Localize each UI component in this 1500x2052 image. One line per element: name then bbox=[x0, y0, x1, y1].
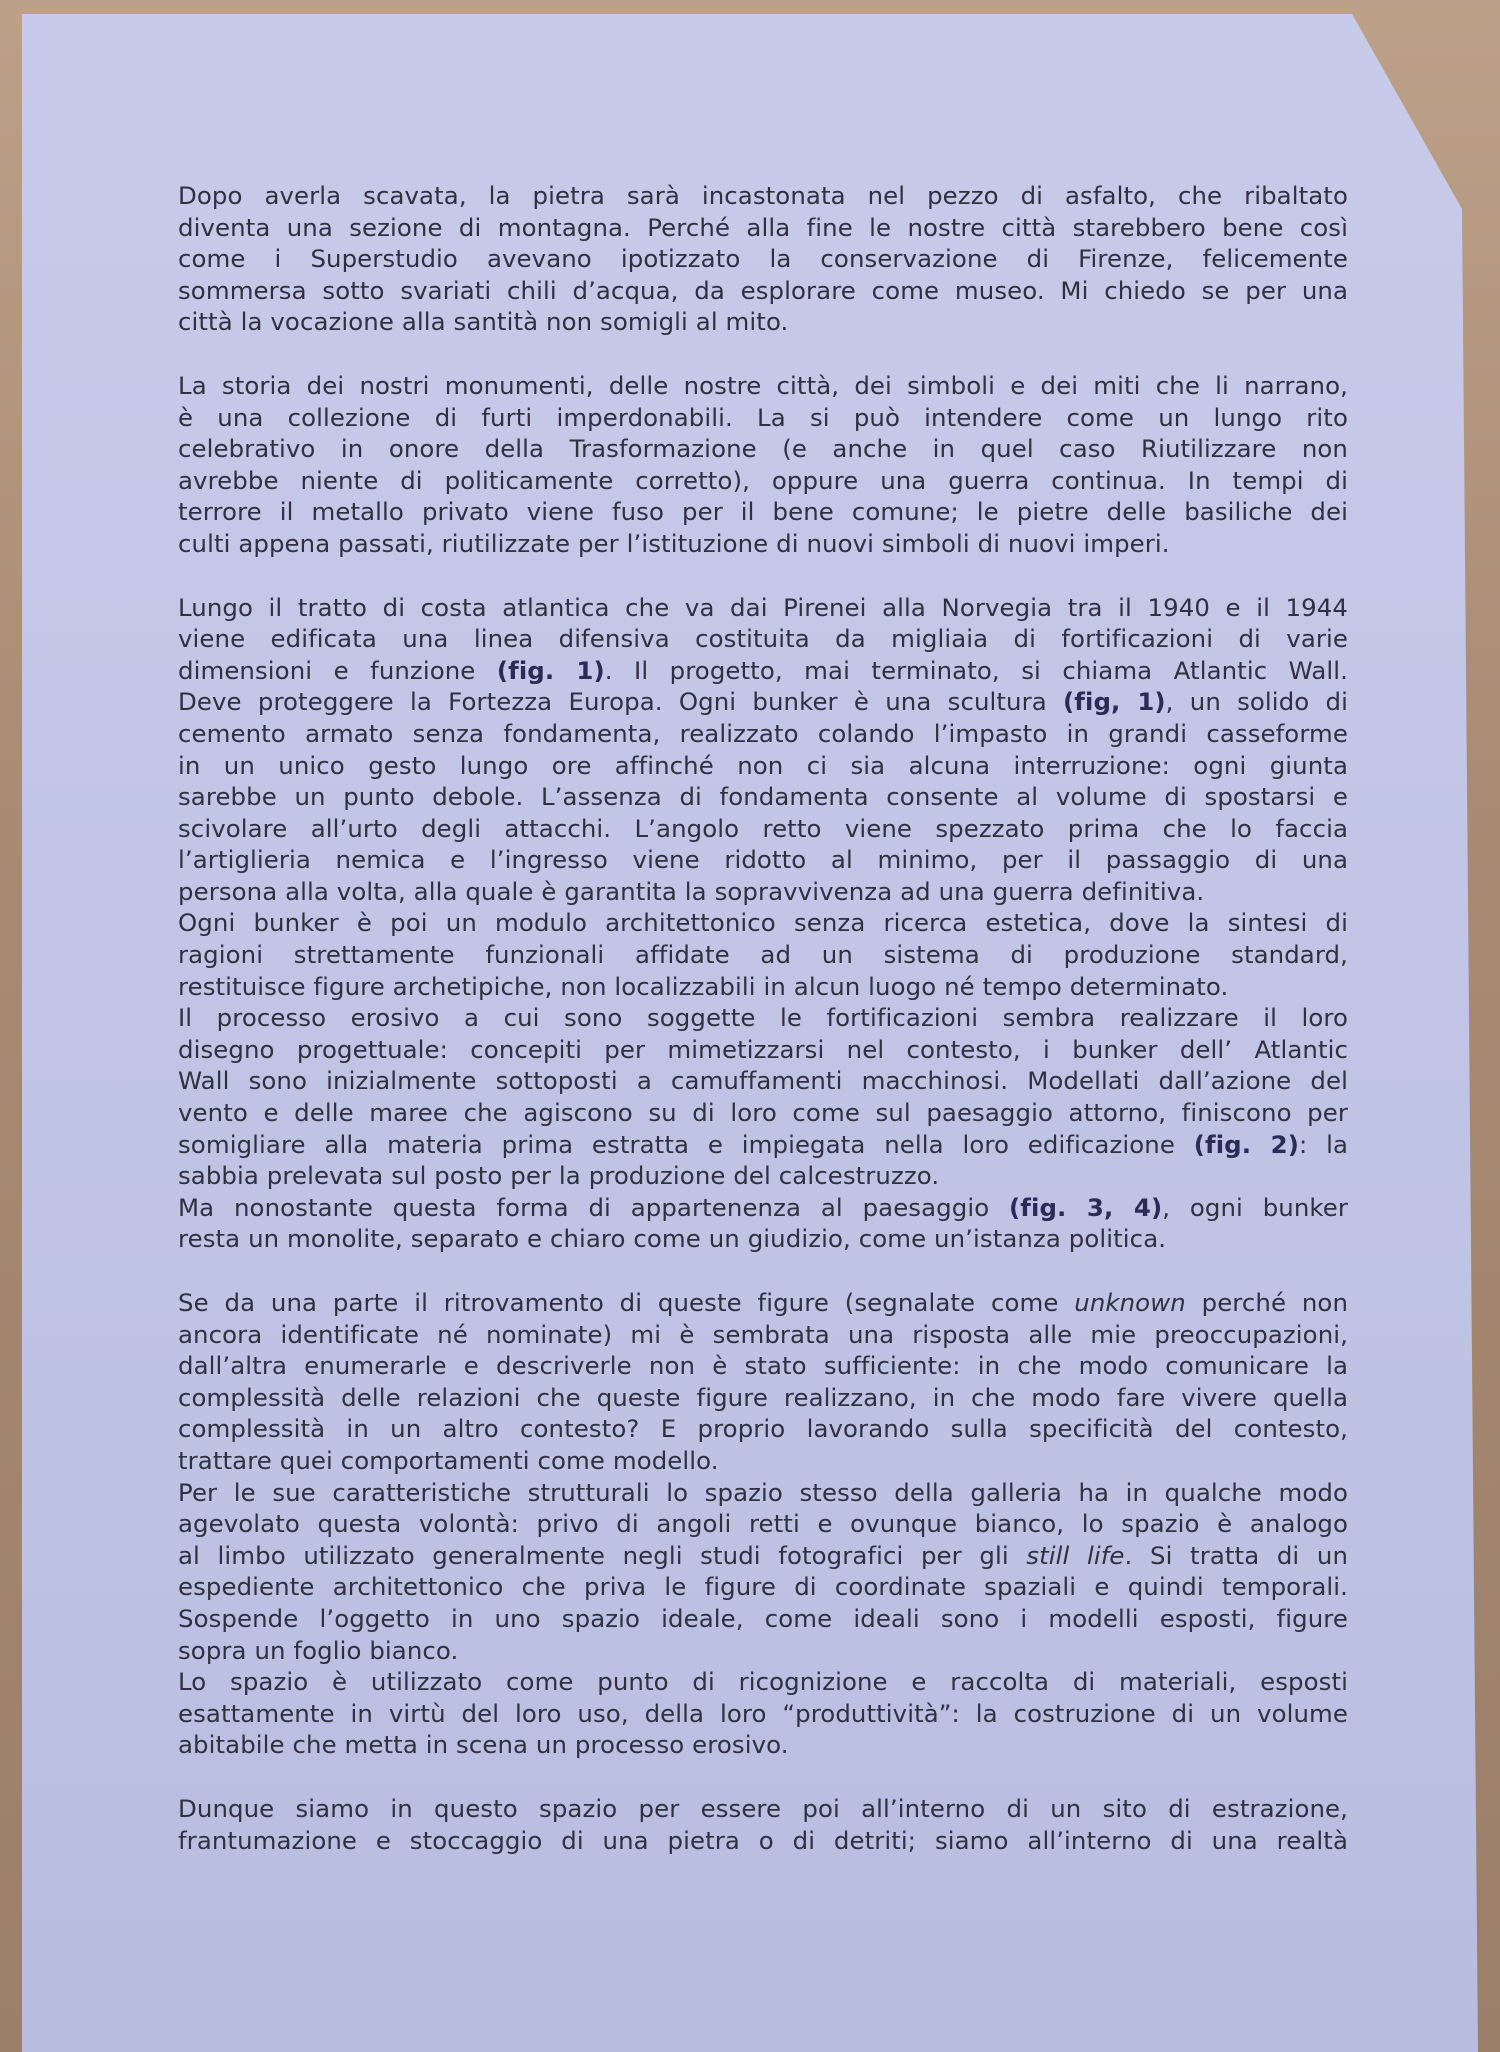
text-line: sopra un foglio bianco. bbox=[178, 1635, 459, 1665]
paragraph-1 bbox=[178, 180, 1348, 338]
text-line: Dunque siamo in questo spazio per essere poi all’interno di un sito di estrazione, bbox=[178, 1793, 1348, 1823]
text-line: restituisce figure archetipiche, non localizzabili in alcun luogo né tempo determinato. bbox=[178, 971, 1229, 1001]
text-line: Lo spazio è utilizzato come punto di ricognizione e raccolta di materiali, esposti bbox=[178, 1667, 1348, 1697]
figure-reference: (fig. 1) bbox=[496, 655, 605, 685]
text-line: culti appena passati, riutilizzate per l’istituzione di nuovi simboli di nuovi imperi. bbox=[178, 528, 1170, 558]
text-line: Sospende l’oggetto in uno spazio ideale, come ideali sono i modelli esposti, figure bbox=[178, 1603, 1348, 1633]
text-line: viene edificata una linea difensiva costituita da migliaia di fortificazioni di varie bbox=[178, 624, 1348, 654]
text-line: Dopo averla scavata, la pietra sarà incastonata nel pezzo di asfalto, che ribaltato bbox=[178, 181, 1348, 210]
text-line: trattare quei comportamenti come modello. bbox=[178, 1445, 719, 1475]
text-line: dall’altra enumerarle e descriverle non è stato sufficiente: in che modo comunicare la bbox=[178, 1351, 1348, 1381]
text-line: esattamente in virtù del loro uso, della loro “produttività”: la costruzione di un volume bbox=[178, 1698, 1348, 1728]
text-line: terrore il metallo privato viene fuso per il bene comune; le pietre delle basiliche dei bbox=[178, 497, 1348, 527]
text-segment: Ma nonostante questa forma di appartenenza al paesaggio bbox=[178, 1192, 990, 1222]
text-line: complessità delle relazioni che queste figure realizzano, in che modo fare vivere quella bbox=[178, 1382, 1348, 1412]
figure-reference: (fig. 2) bbox=[1193, 1129, 1299, 1159]
text-segment: : la bbox=[1298, 1129, 1348, 1159]
text-segment: . Si tratta di un bbox=[1124, 1540, 1349, 1570]
paragraph-2 bbox=[178, 370, 1348, 560]
paragraph-5 bbox=[178, 1793, 1348, 1856]
text-segment: al limbo utilizzato generalmente negli studi fotografici per gli bbox=[178, 1540, 1009, 1570]
paragraph-gap bbox=[178, 338, 1348, 370]
text-line: agevolato questa volontà: privo di angoli retti e ovunque bianco, lo spazio è analogo bbox=[178, 1509, 1348, 1539]
text-line bbox=[178, 1540, 1348, 1572]
text-line: sabbia prelevata sul posto per la produzione del calcestruzzo. bbox=[178, 1161, 940, 1191]
text-line: diventa una sezione di montagna. Perché alla fine le nostre città starebbero bene così bbox=[178, 212, 1348, 242]
text-line: Il processo erosivo a cui sono soggette le fortificazioni sembra realizzare il loro bbox=[178, 1003, 1348, 1033]
text-line: cemento armato senza fondamenta, realizzato colando l’impasto in grandi casseforme bbox=[178, 718, 1348, 748]
document-body bbox=[178, 180, 1348, 1856]
text-line: celebrativo in onore della Trasformazione (e anche in quel caso Riutilizzare non bbox=[178, 434, 1348, 464]
text-segment: perché non bbox=[1201, 1288, 1349, 1317]
text-line: espediente architettonico che priva le figure di coordinate spaziali e quindi temporali. bbox=[178, 1572, 1348, 1602]
text-line: scivolare all’urto degli attacchi. L’angolo retto viene spezzato prima che lo faccia bbox=[178, 813, 1348, 843]
text-line: avrebbe niente di politicamente corretto), oppure una guerra continua. In tempi di bbox=[178, 465, 1348, 495]
italic-term: unknown bbox=[1074, 1288, 1186, 1317]
text-line bbox=[178, 1129, 1348, 1161]
text-line: abitabile che metta in scena un processo erosivo. bbox=[178, 1730, 789, 1760]
text-line: è una collezione di furti imperdonabili. La si può intendere come un lungo rito bbox=[178, 402, 1348, 432]
text-line: vento e delle maree che agiscono su di loro come sul paesaggio attorno, finiscono per bbox=[178, 1098, 1348, 1128]
text-line: ragioni strettamente funzionali affidate ad un sistema di produzione standard, bbox=[178, 940, 1348, 970]
text-line: complessità in un altro contesto? E proprio lavorando sulla specificità del contesto, bbox=[178, 1414, 1348, 1444]
text-line: come i Superstudio avevano ipotizzato la conservazione di Firenze, felicemente bbox=[178, 244, 1348, 274]
text-segment: , un solido di bbox=[1165, 687, 1348, 717]
text-line: resta un monolite, separato e chiaro come un giudizio, come un’istanza politica. bbox=[178, 1224, 1167, 1254]
text-line: ancora identificate né nominate) mi è sembrata una risposta alle mie preoccupazioni, bbox=[178, 1319, 1348, 1349]
text-line: in un unico gesto lungo ore affinché non ci sia alcuna interruzione: ogni giunta bbox=[178, 750, 1348, 780]
text-line: frantumazione e stoccaggio di una pietra o di detriti; siamo all’interno di una realtà bbox=[178, 1825, 1348, 1855]
text-line: La storia dei nostri monumenti, delle nostre città, dei simboli e dei miti che li narrano, bbox=[178, 370, 1348, 400]
paragraph-gap bbox=[178, 1761, 1348, 1793]
text-line: l’artiglieria nemica e l’ingresso viene ridotto al minimo, per il passaggio di una bbox=[178, 845, 1348, 875]
text-line: Wall sono inizialmente sottoposti a camuffamenti macchinosi. Modellati dall’azione del bbox=[178, 1066, 1348, 1096]
text-line bbox=[178, 686, 1348, 718]
paragraph-4 bbox=[178, 1287, 1348, 1761]
text-line: disegno progettuale: concepiti per mimetizzarsi nel contesto, i bunker dell’ Atlantic bbox=[178, 1034, 1348, 1064]
text-segment: Se da una parte il ritrovamento di queste figure (segnalate come bbox=[178, 1288, 1059, 1317]
text-segment: somigliare alla materia prima estratta e impiegata nella loro edificazione bbox=[178, 1129, 1175, 1159]
italic-term: still life bbox=[1026, 1540, 1125, 1570]
text-line: Lungo il tratto di costa atlantica che va dai Pirenei alla Norvegia tra il 1940 e il 1944 bbox=[178, 592, 1348, 622]
text-line bbox=[178, 1287, 1348, 1319]
text-line bbox=[178, 655, 1348, 687]
text-line: persona alla volta, alla quale è garantita la sopravvivenza ad una guerra definitiva. bbox=[178, 876, 1205, 906]
figure-reference: (fig, 1) bbox=[1063, 687, 1166, 717]
text-segment: dimensioni e funzione bbox=[178, 655, 476, 685]
text-line: sommersa sotto svariati chili d’acqua, da esplorare come museo. Mi chiedo se per una bbox=[178, 275, 1348, 305]
text-line bbox=[178, 1192, 1348, 1224]
text-segment: Deve proteggere la Fortezza Europa. Ogni bunker è una scultura bbox=[178, 687, 1047, 717]
text-line: sarebbe un punto debole. L’assenza di fondamenta consente al volume di spostarsi e bbox=[178, 782, 1348, 812]
text-segment: , ogni bunker bbox=[1162, 1192, 1349, 1222]
text-line: Ogni bunker è poi un modulo architettonico senza ricerca estetica, dove la sintesi di bbox=[178, 908, 1348, 938]
paragraph-gap bbox=[178, 1255, 1348, 1287]
paragraph-gap bbox=[178, 560, 1348, 592]
text-segment: . Il progetto, mai terminato, si chiama Atlantic Wall. bbox=[604, 655, 1348, 685]
paragraph-3 bbox=[178, 592, 1348, 1255]
text-line: Per le sue caratteristiche strutturali lo spazio stesso della galleria ha in qualche modo bbox=[178, 1477, 1348, 1507]
figure-reference: (fig. 3, 4) bbox=[1009, 1192, 1163, 1222]
text-line: città la vocazione alla santità non somigli al mito. bbox=[178, 307, 789, 337]
